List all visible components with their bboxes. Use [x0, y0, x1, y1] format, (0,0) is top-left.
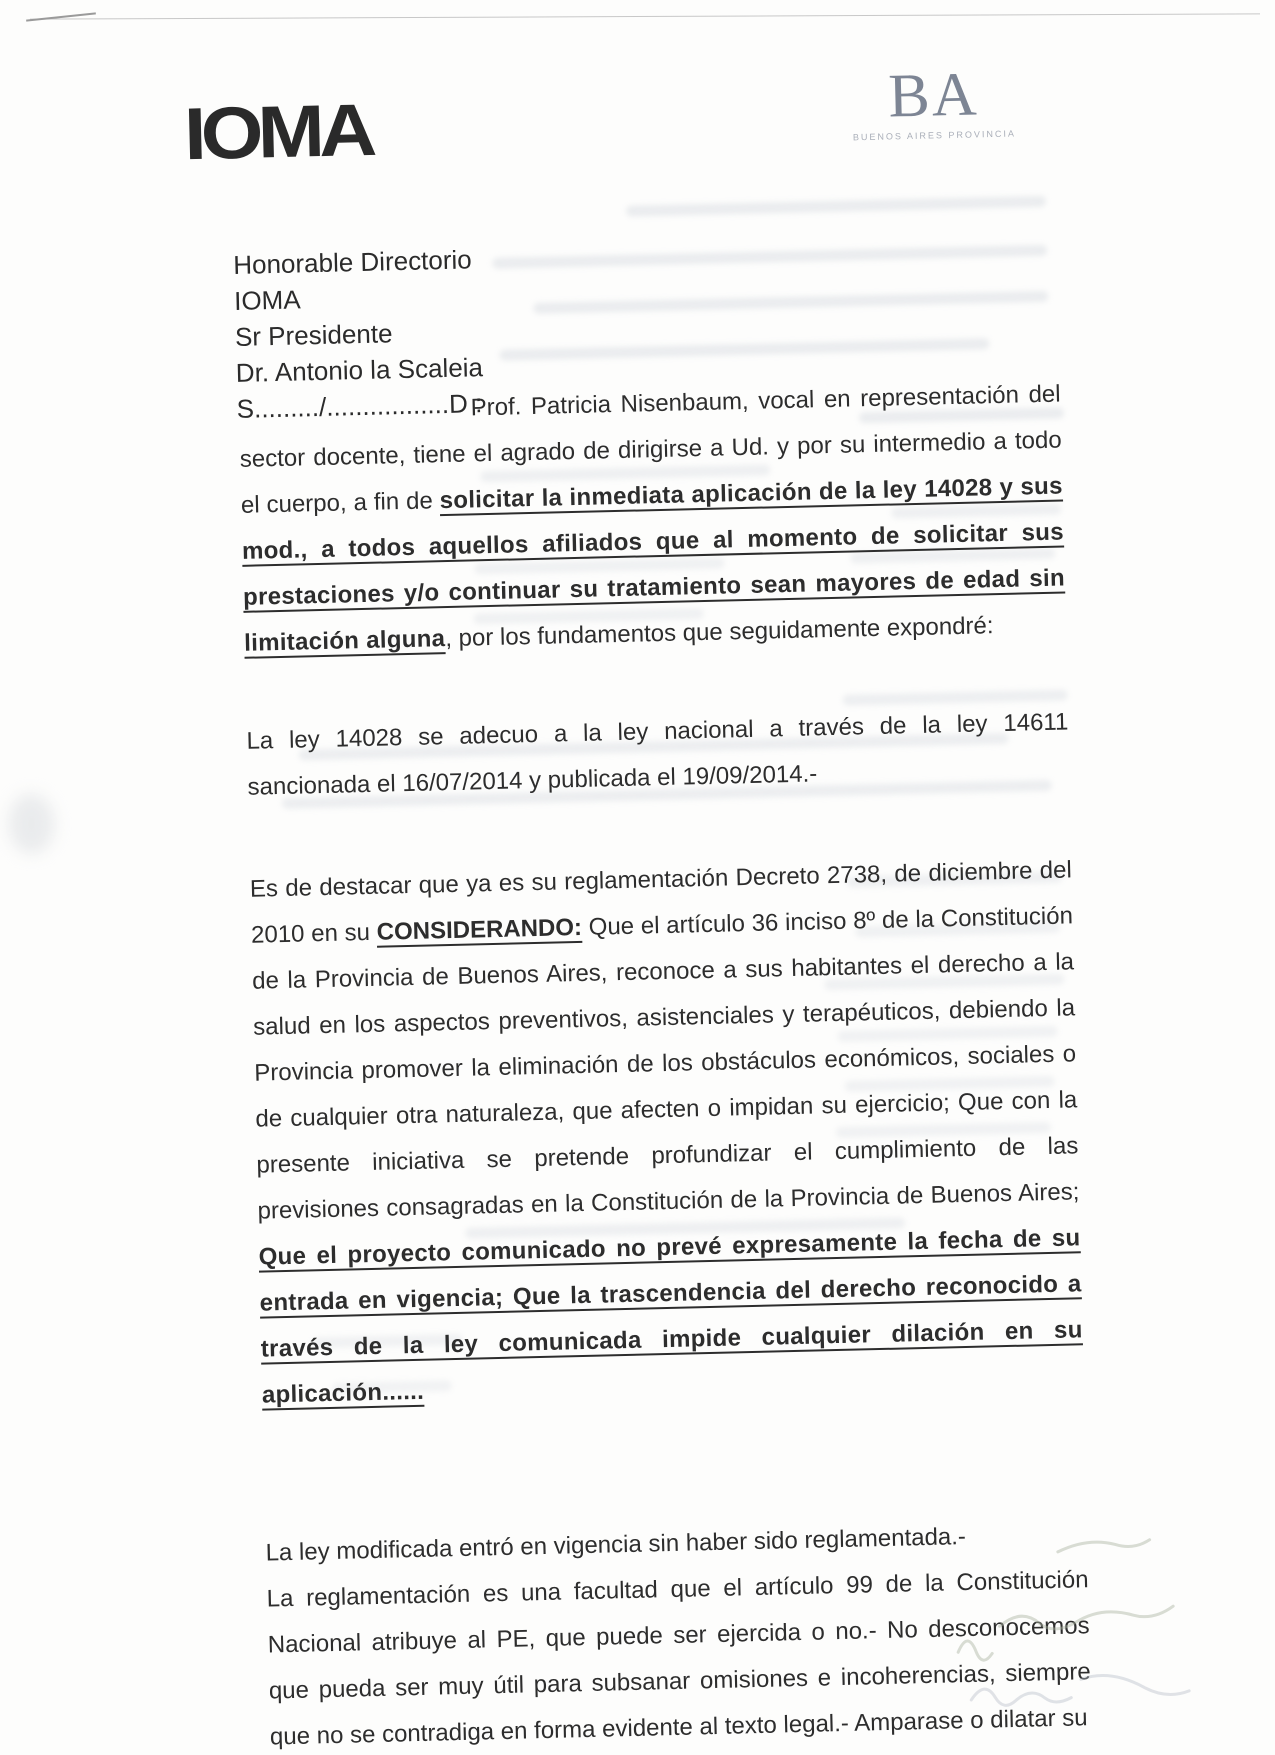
- bleedthrough-smear: [499, 338, 989, 361]
- pencil-handwriting-marks: [937, 1525, 1262, 1742]
- recipient-line: Dr. Antonio la Scaleia: [235, 352, 484, 388]
- p1-underlined-request: solicitar la inmediata aplicación de la ley 14028 y sus mod., a todos aquellos afiliados que al momento de solicitar sus prestaciones y/o continuar su tratamiento sean mayores de edad sin limitación alguna: [241, 472, 1066, 657]
- p3-intro: Es de destacar que ya es su reglamentación Decreto 2738, de diciembre del 2010 en su: [249, 856, 1073, 949]
- bleedthrough-smear: [533, 291, 1048, 314]
- bleedthrough-smear: [626, 196, 1046, 217]
- paragraph-opening: [238, 372, 1066, 667]
- p3-text: Que el artículo 36 inciso 8º de la Constitución de la Provincia de Buenos Aires, reconoce a sus habitantes el derecho a la salud en los aspectos preventivos, asistenciales y terapéuticos, debiendo la Provincia promover la eliminación de los obstáculos económicos, sociales o de cualquier otra naturaleza, que afecten o impidan su ejercicio; Que con la presente iniciativa se pretende profundizar el cumplimiento de las previsiones consagradas en la Constitución de la Provincia de Buenos Aires;: [251, 902, 1080, 1225]
- paragraph-considerando: [249, 847, 1084, 1418]
- paragraph-ley-modificada: La ley modificada entró en vigencia sin haber sido reglamentada.-: [265, 1523, 967, 1567]
- p3-considerando-heading: CONSIDERANDO:: [376, 913, 583, 946]
- ba-logo-subtitle: BUENOS AIRES PROVINCIA: [852, 128, 1017, 143]
- scan-smudge: [8, 793, 55, 854]
- paragraph-reglamentacion: La reglamentación es una facultad que el artículo 99 de la Constitución Nacional atribuye al PE, que puede ser ejercida o no.- No desconocemos que pueda ser muy útil para subsanar omisiones e incoherencias, siempre que no se contradiga en forma evidente al texto legal.- Amparase o dilatar su: [266, 1566, 1091, 1751]
- ba-provincia-logo: [833, 62, 1035, 143]
- ba-logo-letters: BA: [887, 60, 980, 131]
- recipient-salutation-line: S........./.................D :: [236, 388, 483, 424]
- recipient-line: Sr Presidente: [234, 318, 393, 352]
- recipient-line: Honorable Directorio: [232, 244, 473, 280]
- p1-outro: , por los fundamentos que seguidamente expondré:: [444, 612, 994, 653]
- p3-underlined-quote: Que el proyecto comunicado no prevé expresamente la fecha de su entrada en vigencia; Que la trascendencia del derecho reconocido a través de la ley comunicada impide cualquier dilación en su aplicación......: [258, 1224, 1083, 1409]
- p1-intro: Prof. Patricia Nisenbaum, vocal en representación del sector docente, tiene el agrado de dirigirse a Ud. y por su intermedio a todo el cuerpo, a fin de: [239, 380, 1062, 519]
- paragraph-ley-14028: La ley 14028 se adecuo a la ley nacional a través de la ley 14611 sancionada el 16/07/2014 y publicada el 19/09/2014.-: [246, 708, 1069, 801]
- recipient-line: IOMA: [233, 284, 301, 316]
- ioma-logo: IOMA: [183, 88, 373, 176]
- bleedthrough-smear: [492, 245, 1047, 269]
